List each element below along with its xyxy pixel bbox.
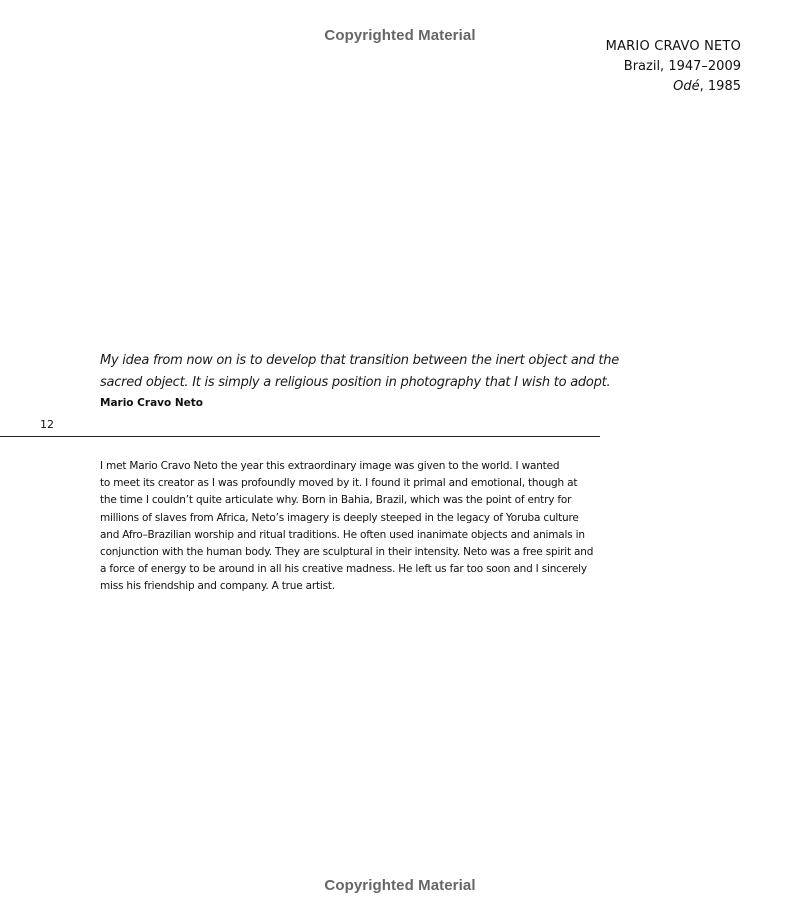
artist-name: MARIO CRAVO NETO bbox=[605, 39, 741, 54]
copyright-watermark-top: Copyrighted Material bbox=[324, 27, 476, 44]
body-line: the time I couldn’t quite articulate why. Born in Bahia, Brazil, which was the point of entry for bbox=[100, 494, 572, 507]
page-number: 12 bbox=[40, 418, 54, 431]
body-line: to meet its creator as I was profoundly moved by it. I found it primal and emotional, though at bbox=[100, 477, 578, 490]
artwork-credit bbox=[606, 37, 741, 97]
quote-attribution: Mario Cravo Neto bbox=[100, 397, 204, 409]
artwork-title-line bbox=[606, 77, 741, 97]
quote-line: sacred object. It is simply a religious position in photography that I wish to adopt. bbox=[100, 375, 611, 390]
body-line: I met Mario Cravo Neto the year this extraordinary image was given to the world. I wanted bbox=[100, 460, 560, 472]
body-line: a force of energy to be around in all his creative madness. He left us far too soon and I sincerely bbox=[100, 563, 587, 576]
body-line: conjunction with the human body. They are sculptural in their intensity. Neto was a free spirit and bbox=[100, 546, 594, 559]
quote-line: My idea from now on is to develop that transition between the inert object and the bbox=[100, 353, 619, 368]
pull-quote bbox=[100, 350, 620, 394]
artist-origin: Brazil, 1947–2009 bbox=[623, 59, 741, 74]
body-line: miss his friendship and company. A true artist. bbox=[100, 580, 335, 593]
body-paragraph bbox=[100, 458, 610, 596]
artwork-title: Odé bbox=[673, 79, 700, 94]
horizontal-rule bbox=[0, 436, 600, 437]
artwork-year: , 1985 bbox=[699, 79, 741, 94]
body-line: millions of slaves from Africa, Neto’s imagery is deeply steeped in the legacy of Yoruba culture bbox=[100, 511, 579, 524]
body-line: and Afro–Brazilian worship and ritual traditions. He often used inanimate objects and animals in bbox=[100, 528, 585, 541]
copyright-watermark-bottom: Copyrighted Material bbox=[324, 877, 476, 894]
